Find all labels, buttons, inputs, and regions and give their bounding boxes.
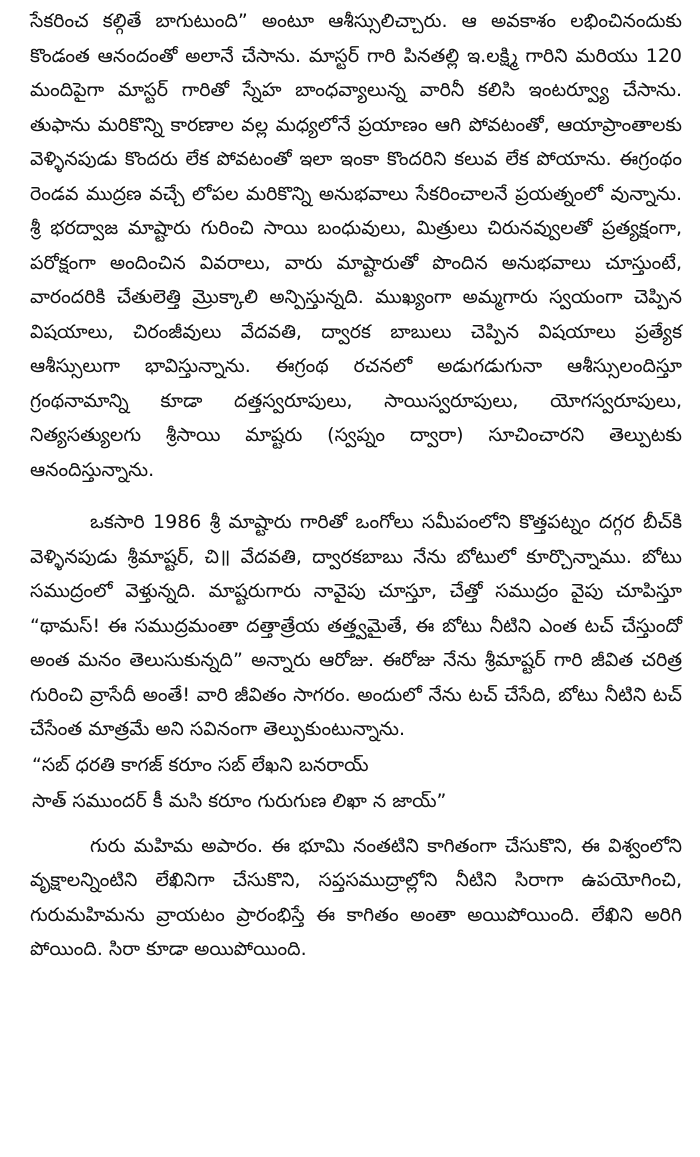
quote-line-1: “సబ్ ధరతి కాగజ్ కరూం సబ్ లేఖని బనరాయ్ [32, 753, 369, 776]
paragraph-gratitude: సేకరించ కల్గితే బాగుటుంది” అంటూ ఆశీస్సులిచ్చారు. ఆ అవకాశం లభించినందుకు కొండంత ఆనందంతో అలానే చేసాను. మాస్టర్ గారి పినతల్లి ఇ.లక్ష్మి గారిని మరియు 120 మందిపైగా మాస్టర్ గారితో స్నేహ బాంధవ్యాలున్న వారినీ కలిసి ఇంటర్వ్యూ చేసాను. తుఫాను మరికొన్ని కారణాల వల్ల మధ్యలోనే ప్రయాణం ఆగి పోవటంతో, ఆయాప్రాంతాలకు వెళ్ళినపుడు కొందరు లేక పోవటంతో ఇలా ఇంకా కొందరిని కలువ లేక పోయాను. ఈగ్రంథం రెండవ ముద్రణ వచ్చే లోపల మరికొన్ని అనుభవాలు సేకరించాలనే ప్రయత్నంలో వున్నాను. శ్రీ భరద్వాజ మాష్టారు గురించి సాయి బంధువులు, మిత్రులు చిరునవ్వులతో ప్రత్యక్షంగా, పరోక్షంగా అందించిన వివరాలు, వారు మాష్టారుతో పొందిన అనుభవాలు చూస్తుంటే, వారందరికి చేతులెత్తి మ్రొక్కాలి అన్పిస్తున్నది. ముఖ్యంగా అమ్మగారు స్వయంగా చెప్పిన విషయాలు, చిరంజీవులు వేదవతి, ద్వారక బాబులు చెప్పిన విషయాలు ప్రత్యేక ఆశీస్సులుగా భావిస్తున్నాను. ఈగ్రంథ రచనలో అడుగడుగునా ఆశీస్సులందిస్తూ గ్రంథనామాన్ని కూడా దత్తస్వరూపులు, సాయిస్వరూపులు, యోగస్వరూపులు, నిత్యసత్యులగు శ్రీసాయి మాష్టరు (స్వప్నం ద్వారా) సూచించారని తెల్పుటకు ఆనందిస్తున్నాను. [30, 10, 682, 481]
paragraph-guru-mahima: గురు మహిమ అపారం. ఈ భూమి నంతటిని కాగితంగా చేసుకొని, ఈ విశ్వంలోని వృక్షాలన్నింటిని లేఖినిగా చేసుకొని, సప్తసముద్రాల్లోని నీటిని సిరాగా ఉపయోగించి, గురుమహిమను వ్రాయటం ప్రారంభిస్తే ఈ కాగితం అంతా అయిపోయింది. లేఖిని అరిగి పోయింది. సిరా కూడా అయిపోయింది. [30, 834, 682, 960]
quote-line-2: సాత్ సముందర్ కీ మసి కరూం గురుగుణ లిఖా న జాయ్” [32, 789, 447, 812]
paragraph-boat-story: ఒకసారి 1986 శ్రీ మాష్టారు గారితో ఒంగోలు సమీపంలోని కొత్తపట్నం దగ్గర బీచ్‌కి వెళ్ళినపుడు శ్రీమాష్టర్, చి॥ వేదవతి, ద్వారకబాబు నేను బోటులో కూర్చొన్నాము. బోటు సముద్రంలో వెళ్తున్నది. మాష్టరుగారు నావైపు చూస్తూ, చేత్తో సముద్రం వైపు చూపిస్తూ “థామస్! ఈ సముద్రమంతా దత్తాత్రేయ తత్త్వమైతే, ఈ బోటు నీటిని ఎంత టచ్ చేస్తుందో అంత మనం తెలుసుకున్నది” అన్నారు ఆరోజు. ఈరోజు నేను శ్రీమాష్టర్ గారి జీవిత చరిత్ర గురించి వ్రాసేదీ అంతే! వారి జీవితం సాగరం. అందులో నేను టచ్ చేసేది, బోటు నీటిని టచ్ చేసేంత మాత్రమే అని సవినంగా తెల్పుకుంటున్నాను. [30, 511, 682, 740]
hindi-couplet-quote [30, 747, 682, 819]
